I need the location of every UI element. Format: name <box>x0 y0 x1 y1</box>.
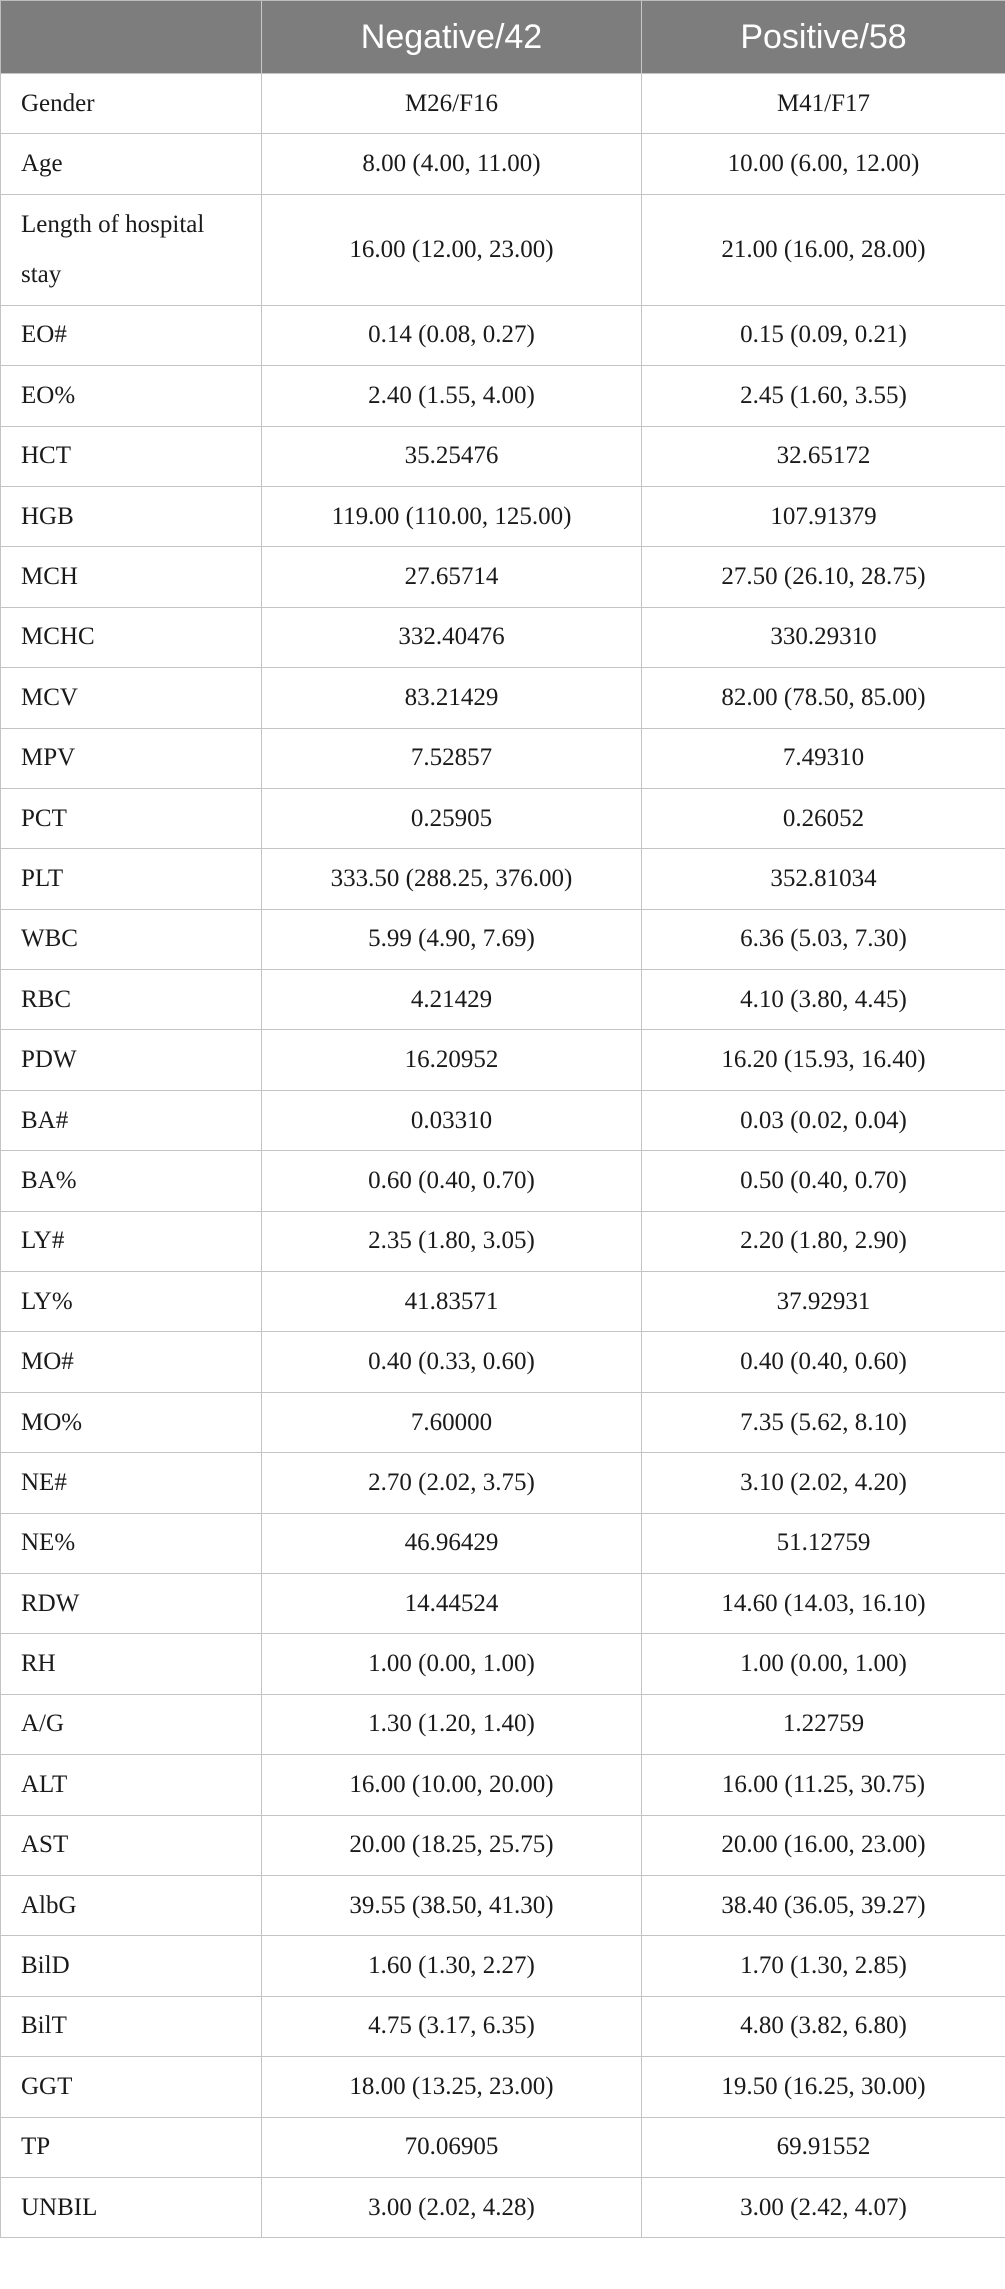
negative-value: 332.40476 <box>262 607 642 667</box>
table-row <box>1 668 1005 728</box>
positive-value: 16.20 (15.93, 16.40) <box>642 1030 1005 1090</box>
positive-value: 69.91552 <box>642 2117 1005 2177</box>
positive-value: 16.00 (11.25, 30.75) <box>642 1755 1005 1815</box>
positive-value: 82.00 (78.50, 85.00) <box>642 668 1005 728</box>
row-label: Length of hospital stay <box>1 194 262 305</box>
positive-value: 21.00 (16.00, 28.00) <box>642 194 1005 305</box>
negative-value: 3.00 (2.02, 4.28) <box>262 2177 642 2237</box>
negative-value: 35.25476 <box>262 426 642 486</box>
row-label: GGT <box>1 2057 262 2117</box>
negative-value: 4.75 (3.17, 6.35) <box>262 1996 642 2056</box>
table-row <box>1 2057 1005 2117</box>
positive-value: 0.03 (0.02, 0.04) <box>642 1090 1005 1150</box>
row-label: HGB <box>1 486 262 546</box>
negative-value: 1.00 (0.00, 1.00) <box>262 1634 642 1694</box>
positive-value: 1.00 (0.00, 1.00) <box>642 1634 1005 1694</box>
negative-value: M26/F16 <box>262 74 642 134</box>
table-row <box>1 1513 1005 1573</box>
negative-value: 14.44524 <box>262 1573 642 1633</box>
row-label: BA% <box>1 1151 262 1211</box>
row-label: ALT <box>1 1755 262 1815</box>
positive-value: 352.81034 <box>642 849 1005 909</box>
table-row <box>1 1211 1005 1271</box>
table-row <box>1 134 1005 194</box>
table-row <box>1 1936 1005 1996</box>
row-label: Age <box>1 134 262 194</box>
negative-value: 2.70 (2.02, 3.75) <box>262 1453 642 1513</box>
positive-value: 0.15 (0.09, 0.21) <box>642 305 1005 365</box>
table-row <box>1 1030 1005 1090</box>
positive-value: 14.60 (14.03, 16.10) <box>642 1573 1005 1633</box>
table-row <box>1 1453 1005 1513</box>
negative-value: 0.60 (0.40, 0.70) <box>262 1151 642 1211</box>
positive-value: 20.00 (16.00, 23.00) <box>642 1815 1005 1875</box>
positive-value: 10.00 (6.00, 12.00) <box>642 134 1005 194</box>
row-label: LY% <box>1 1272 262 1332</box>
negative-value: 16.20952 <box>262 1030 642 1090</box>
table-row <box>1 1815 1005 1875</box>
row-label: NE# <box>1 1453 262 1513</box>
positive-value: M41/F17 <box>642 74 1005 134</box>
positive-value: 0.40 (0.40, 0.60) <box>642 1332 1005 1392</box>
row-label: MCH <box>1 547 262 607</box>
row-label: RDW <box>1 1573 262 1633</box>
negative-value: 83.21429 <box>262 668 642 728</box>
table-row <box>1 426 1005 486</box>
negative-value: 41.83571 <box>262 1272 642 1332</box>
negative-value: 16.00 (10.00, 20.00) <box>262 1755 642 1815</box>
row-label: RBC <box>1 970 262 1030</box>
negative-value: 5.99 (4.90, 7.69) <box>262 909 642 969</box>
table-row <box>1 2177 1005 2237</box>
negative-value: 119.00 (110.00, 125.00) <box>262 486 642 546</box>
table-row <box>1 1272 1005 1332</box>
negative-value: 70.06905 <box>262 2117 642 2177</box>
row-label: MCV <box>1 668 262 728</box>
table-row <box>1 849 1005 909</box>
table-row <box>1 728 1005 788</box>
row-label: BA# <box>1 1090 262 1150</box>
negative-value: 1.30 (1.20, 1.40) <box>262 1694 642 1754</box>
negative-value: 1.60 (1.30, 2.27) <box>262 1936 642 1996</box>
row-label: UNBIL <box>1 2177 262 2237</box>
negative-value: 8.00 (4.00, 11.00) <box>262 134 642 194</box>
positive-value: 4.80 (3.82, 6.80) <box>642 1996 1005 2056</box>
table-row <box>1 1694 1005 1754</box>
positive-value: 0.50 (0.40, 0.70) <box>642 1151 1005 1211</box>
header-cell-positive: Positive/58 <box>642 1 1005 74</box>
negative-value: 2.40 (1.55, 4.00) <box>262 366 642 426</box>
table-row <box>1 607 1005 667</box>
positive-value: 32.65172 <box>642 426 1005 486</box>
row-label: PLT <box>1 849 262 909</box>
negative-value: 0.40 (0.33, 0.60) <box>262 1332 642 1392</box>
row-label: WBC <box>1 909 262 969</box>
negative-value: 4.21429 <box>262 970 642 1030</box>
positive-value: 7.49310 <box>642 728 1005 788</box>
positive-value: 6.36 (5.03, 7.30) <box>642 909 1005 969</box>
row-label: BilT <box>1 1996 262 2056</box>
row-label: A/G <box>1 1694 262 1754</box>
row-label: MO# <box>1 1332 262 1392</box>
table-row <box>1 1392 1005 1452</box>
row-label: NE% <box>1 1513 262 1573</box>
row-label: TP <box>1 2117 262 2177</box>
positive-value: 27.50 (26.10, 28.75) <box>642 547 1005 607</box>
row-label: MPV <box>1 728 262 788</box>
negative-value: 39.55 (38.50, 41.30) <box>262 1875 642 1935</box>
table-body <box>1 74 1005 2238</box>
table-row <box>1 547 1005 607</box>
row-label: PDW <box>1 1030 262 1090</box>
table-row <box>1 1755 1005 1815</box>
negative-value: 0.25905 <box>262 788 642 848</box>
positive-value: 38.40 (36.05, 39.27) <box>642 1875 1005 1935</box>
row-label: HCT <box>1 426 262 486</box>
negative-value: 46.96429 <box>262 1513 642 1573</box>
negative-value: 20.00 (18.25, 25.75) <box>262 1815 642 1875</box>
table-row <box>1 1634 1005 1694</box>
table-row <box>1 1875 1005 1935</box>
positive-value: 7.35 (5.62, 8.10) <box>642 1392 1005 1452</box>
negative-value: 2.35 (1.80, 3.05) <box>262 1211 642 1271</box>
table-row <box>1 366 1005 426</box>
row-label: MO% <box>1 1392 262 1452</box>
positive-value: 2.20 (1.80, 2.90) <box>642 1211 1005 1271</box>
positive-value: 4.10 (3.80, 4.45) <box>642 970 1005 1030</box>
row-label: Gender <box>1 74 262 134</box>
negative-value: 27.65714 <box>262 547 642 607</box>
negative-value: 7.52857 <box>262 728 642 788</box>
positive-value: 2.45 (1.60, 3.55) <box>642 366 1005 426</box>
row-label: AST <box>1 1815 262 1875</box>
row-label: EO# <box>1 305 262 365</box>
row-label: AlbG <box>1 1875 262 1935</box>
row-label: MCHC <box>1 607 262 667</box>
negative-value: 0.14 (0.08, 0.27) <box>262 305 642 365</box>
table-row <box>1 970 1005 1030</box>
positive-value: 1.70 (1.30, 2.85) <box>642 1936 1005 1996</box>
header-row <box>1 1 1005 74</box>
table-row <box>1 1332 1005 1392</box>
table-row <box>1 909 1005 969</box>
row-label: RH <box>1 1634 262 1694</box>
row-label: PCT <box>1 788 262 848</box>
negative-value: 16.00 (12.00, 23.00) <box>262 194 642 305</box>
table-row <box>1 2117 1005 2177</box>
table-row <box>1 1573 1005 1633</box>
table-row <box>1 305 1005 365</box>
positive-value: 3.10 (2.02, 4.20) <box>642 1453 1005 1513</box>
table-row <box>1 194 1005 305</box>
table-row <box>1 1996 1005 2056</box>
positive-value: 1.22759 <box>642 1694 1005 1754</box>
negative-value: 7.60000 <box>262 1392 642 1452</box>
positive-value: 107.91379 <box>642 486 1005 546</box>
negative-value: 18.00 (13.25, 23.00) <box>262 2057 642 2117</box>
table-row <box>1 1151 1005 1211</box>
row-label: EO% <box>1 366 262 426</box>
row-label: BilD <box>1 1936 262 1996</box>
positive-value: 51.12759 <box>642 1513 1005 1573</box>
positive-value: 0.26052 <box>642 788 1005 848</box>
table-row <box>1 1090 1005 1150</box>
table-row <box>1 486 1005 546</box>
table-row <box>1 788 1005 848</box>
header-cell-variable <box>1 1 262 74</box>
negative-value: 333.50 (288.25, 376.00) <box>262 849 642 909</box>
positive-value: 37.92931 <box>642 1272 1005 1332</box>
row-label: LY# <box>1 1211 262 1271</box>
positive-value: 19.50 (16.25, 30.00) <box>642 2057 1005 2117</box>
header-cell-negative: Negative/42 <box>262 1 642 74</box>
table-header <box>1 1 1005 74</box>
negative-value: 0.03310 <box>262 1090 642 1150</box>
positive-value: 3.00 (2.42, 4.07) <box>642 2177 1005 2237</box>
positive-value: 330.29310 <box>642 607 1005 667</box>
table-row <box>1 74 1005 134</box>
